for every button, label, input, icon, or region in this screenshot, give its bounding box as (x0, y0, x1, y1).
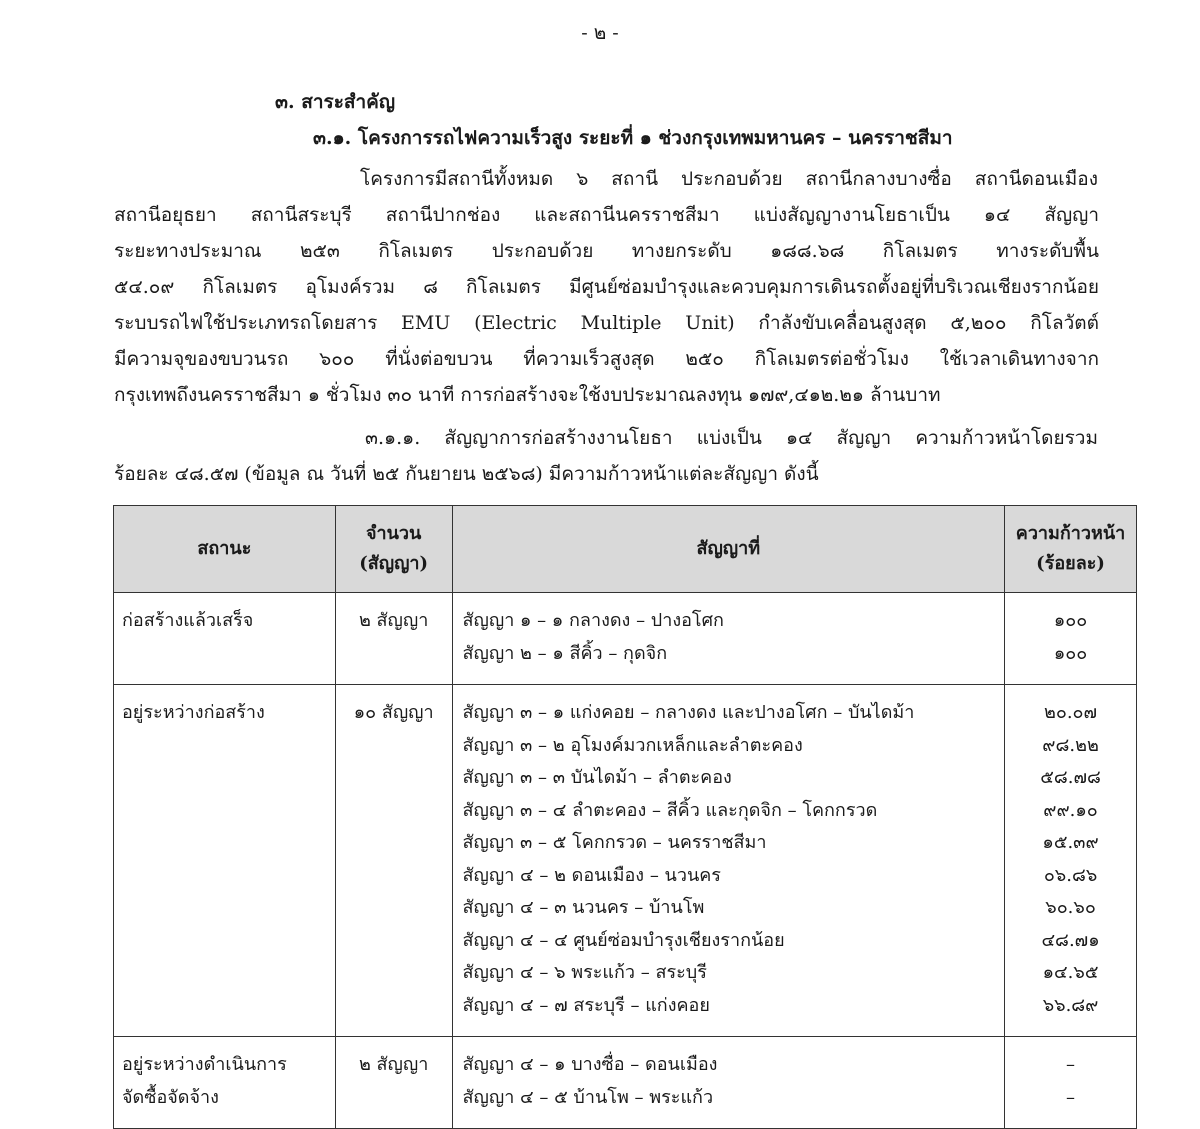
paragraph-1-line: สถานีอยุธยา สถานีสระบุรี สถานีปากช่อง และสถานีนครราชสีมา แบ่งสัญญางานโยธาเป็น ๑๔ สัญญา (114, 204, 1099, 226)
header-count (335, 506, 452, 593)
count-cell: ๒ สัญญา (335, 1037, 452, 1129)
progress-value: ๔๘.๗๑ (1041, 929, 1100, 951)
contract-item: สัญญา ๔ – ๑ บางซื่อ – ดอนเมือง (462, 1054, 718, 1075)
paragraph-1-line: ๕๔.๐๙ กิโลเมตร อุโมงค์รวม ๘ กิโลเมตร มีศูนย์ซ่อมบำรุงและควบคุมการเดินรถตั้งอยู่ที่บริเวณเชียงรากน้อย (114, 276, 1099, 298)
contract-item: สัญญา ๔ – ๕ บ้านโพ – พระแก้ว (462, 1086, 714, 1108)
contract-item: สัญญา ๓ – ๒ อุโมงค์มวกเหล็กและลำตะคอง (462, 734, 803, 756)
progress-value: – (1066, 1054, 1076, 1075)
contracts-cell (452, 685, 1005, 1037)
progress-value: – (1066, 1086, 1076, 1108)
paragraph-2-line: ร้อยละ ๔๘.๕๗ (ข้อมูล ณ วันที่ ๒๕ กันยายน ๒๕๖๘) มีความก้าวหน้าแต่ละสัญญา ดังนี้ (114, 463, 819, 485)
header-count-line: (สัญญา) (359, 553, 429, 574)
progress-value: ๑๔.๖๕ (1042, 962, 1099, 983)
contracts-cell (452, 1037, 1005, 1129)
status-line: อยู่ระหว่างก่อสร้าง (122, 702, 265, 723)
contract-item: สัญญา ๓ – ๑ แก่งคอย – กลางดง และปางอโศก – บันไดม้า (462, 702, 915, 723)
header-progress-line: ความก้าวหน้า (1015, 523, 1126, 544)
paragraph-1-line: ระบบรถไฟใช้ประเภทรถโดยสาร EMU (Electric Multiple Unit) กำลังขับเคลื่อนสูงสุด ๕,๒๐๐ กิโลวัตต์ (114, 312, 1099, 334)
contract-item: สัญญา ๔ – ๓ นวนคร – บ้านโพ (462, 897, 705, 918)
status-cell (114, 593, 336, 685)
paragraph-1-line: มีความจุของขบวนรถ ๖๐๐ ที่นั่งต่อขบวน ที่ความเร็วสูงสุด ๒๕๐ กิโลเมตรต่อชั่วโมง ใช้เวลาเดินทางจาก (114, 348, 1099, 370)
contract-item: สัญญา ๓ – ๕ โคกกรวด – นครราชสีมา (462, 832, 767, 853)
contract-item: สัญญา ๔ – ๖ พระแก้ว – สระบุรี (462, 962, 707, 983)
table-row (114, 685, 1137, 1037)
header-progress (1005, 506, 1137, 593)
progress-cell (1005, 593, 1137, 685)
table-row (114, 593, 1137, 685)
table-header-row (114, 506, 1137, 593)
progress-value: ๑๐๐ (1053, 610, 1088, 631)
progress-value: ๑๕.๓๙ (1042, 832, 1099, 853)
status-line: ก่อสร้างแล้วเสร็จ (122, 610, 254, 631)
status-line: จัดซื้อจัดจ้าง (122, 1086, 219, 1108)
contract-item: สัญญา ๔ – ๒ ดอนเมือง – นวนคร (462, 864, 721, 886)
contract-item: สัญญา ๔ – ๔ ศูนย์ซ่อมบำรุงเชียงรากน้อย (462, 929, 785, 951)
count-cell: ๒ สัญญา (335, 593, 452, 685)
paragraph-1-line: กรุงเทพถึงนครราชสีมา ๑ ชั่วโมง ๓๐ นาที การก่อสร้างจะใช้งบประมาณลงทุน ๑๗๙,๔๑๒.๒๑ ล้านบาท (114, 384, 941, 406)
progress-value: ๙๙.๑๐ (1043, 799, 1098, 821)
header-progress-line: (ร้อยละ) (1036, 553, 1105, 574)
contract-item: สัญญา ๒ – ๑ สีคิ้ว – กุดจิก (462, 642, 668, 664)
contract-progress-table (113, 505, 1137, 1129)
contract-item: สัญญา ๔ – ๗ สระบุรี – แก่งคอย (462, 994, 710, 1016)
header-contract: สัญญาที่ (452, 506, 1005, 593)
progress-cell (1005, 1037, 1137, 1129)
count-cell: ๑๐ สัญญา (335, 685, 452, 1037)
contract-item: สัญญา ๓ – ๔ ลำตะคอง – สีคิ้ว และกุดจิก – โคกกรวด (462, 799, 878, 821)
header-status: สถานะ (114, 506, 336, 593)
progress-value: ๖๐.๖๐ (1045, 897, 1096, 918)
progress-value: ๕๘.๗๘ (1040, 767, 1101, 788)
progress-value: ๐๖.๘๖ (1043, 864, 1098, 886)
progress-value: ๒๐.๐๗ (1043, 702, 1098, 723)
paragraph-1-line: ระยะทางประมาณ ๒๕๓ กิโลเมตร ประกอบด้วย ทางยกระดับ ๑๘๘.๖๘ กิโลเมตร ทางระดับพื้น (114, 240, 1099, 262)
progress-value: ๙๘.๒๒ (1042, 734, 1099, 756)
header-count-line: จำนวน (365, 523, 422, 544)
status-cell (114, 1037, 336, 1129)
contract-item: สัญญา ๑ – ๑ กลางดง – ปางอโศก (462, 610, 724, 631)
progress-value: ๖๖.๘๙ (1042, 994, 1099, 1016)
status-cell (114, 685, 336, 1037)
subsection-heading: ๓.๑. โครงการรถไฟความเร็วสูง ระยะที่ ๑ ช่วงกรุงเทพมหานคร – นครราชสีมา (313, 127, 953, 149)
paragraph-1-line: โครงการมีสถานีทั้งหมด ๖ สถานี ประกอบด้วย สถานีกลางบางซื่อ สถานีดอนเมือง (360, 168, 1098, 190)
table-row (114, 1037, 1137, 1129)
progress-cell (1005, 685, 1137, 1037)
contract-item: สัญญา ๓ – ๓ บันไดม้า – ลำตะคอง (462, 767, 732, 788)
status-line: อยู่ระหว่างดำเนินการ (122, 1054, 287, 1075)
page-number: - ๒ - (581, 22, 619, 44)
contracts-cell (452, 593, 1005, 685)
section-heading: ๓. สาระสำคัญ (275, 91, 396, 113)
paragraph-2-line: ๓.๑.๑. สัญญาการก่อสร้างงานโยธา แบ่งเป็น ๑๔ สัญญา ความก้าวหน้าโดยรวม (365, 427, 1098, 449)
progress-value: ๑๐๐ (1053, 642, 1088, 664)
